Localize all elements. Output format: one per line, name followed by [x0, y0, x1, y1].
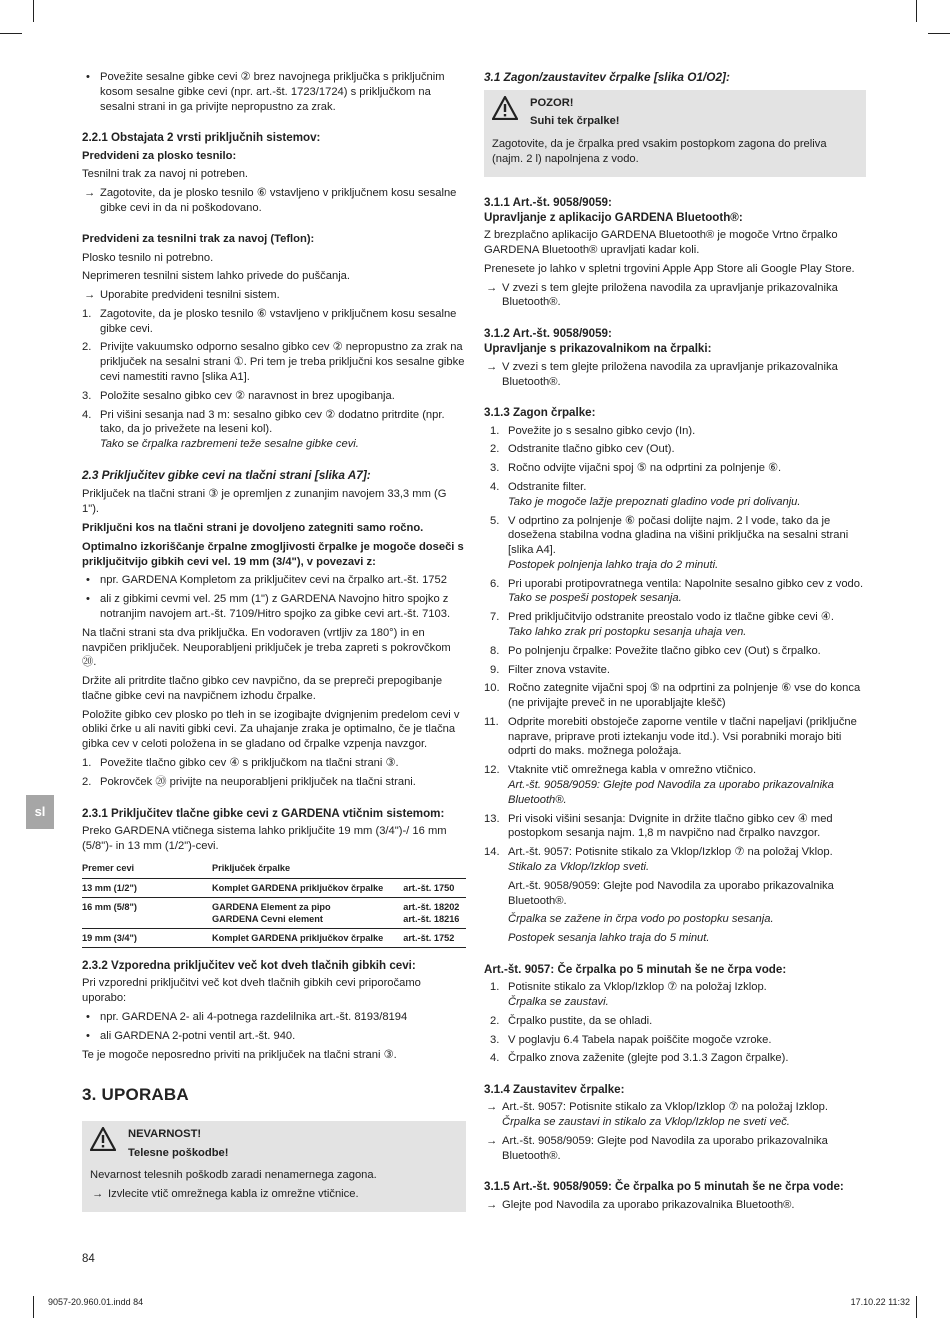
paragraph: Z brezplačno aplikacijo GARDENA Bluetooth® je mogoče Vrtno črpalko GARDENA Bluetooth® upravljati kadar koli. [484, 229, 838, 257]
section-heading: 2.2.1 Obstajata 2 vrsti priključnih sistemov: [82, 131, 321, 145]
list-item: • npr. GARDENA 2- ali 4-potnega razdelilnika art.-št. 8193/8194 [82, 1010, 466, 1025]
notice-subtitle: Suhi tek črpalke! [530, 115, 620, 128]
left-column [82, 70, 466, 1218]
paragraph: Položite gibko cev plosko po tleh in se izogibajte dvignjenim predelom cevi v obliki črke u ali naviti gibki cevi. Za uhajanje zraka je optimalno, če je tlačna gibka cev v celoti položena in se gladano od črpalke vzpenja navzgor. [82, 708, 460, 751]
section-heading: Upravljanje z aplikacijo GARDENA Bluetooth®: [484, 210, 743, 224]
crop-mark [33, 1296, 34, 1318]
list-item-continuation: Postopek sesanja lahko traja do 5 minut. [508, 932, 710, 945]
section-heading: 2.3.2 Vzporedna priključitev več kot dveh tlačnih gibkih cevi: [82, 959, 416, 973]
list-item: 1. Zagotovite, da je plosko tesnilo ⑥ vstavljeno v priključnem kosu sesalne gibke cevi. [82, 307, 457, 335]
table-header: Premer cevi Priključek črpalke [82, 859, 466, 878]
subheading: Predvideni za tesnilni trak za navoj (Teflon): [82, 232, 315, 245]
caution-notice [484, 90, 866, 177]
list-item: 3. Položite sesalno gibko cev ② naravnost in brez upogibanja. [82, 389, 395, 402]
chapter-heading: 3. UPORABA [82, 1085, 189, 1105]
crop-mark [33, 0, 34, 22]
section-heading: 3.1 Zagon/zaustavitev črpalke [slika O1/O2]: [484, 70, 730, 84]
action-item: → V zvezi s tem glejte priložena navodila za upravljanje prikazovalnika Bluetooth®. [484, 281, 866, 311]
list-item: 3. Ročno odvijte vijačni spoj ⑤ na odprtini za polnjenje ⑥. [490, 462, 782, 475]
action-item: → Izvlecite vtič omrežnega kabla iz omrežne vtičnice. [90, 1187, 458, 1202]
list-item: • Povežite sesalne gibke cevi ② brez navojnega priključka s priključnim kosom sesalne gibke cevi (npr. art.-št. 1723/1724) s priključkom na sesalni strani in ga privijte nepropustno za zrak. [82, 70, 466, 114]
list-item: 11. Odprite morebiti obstoječe zaporne ventile v tlačni napeljavi (priključne naprave, pripravе proti iztekanju vode itd.). Vsi porabniki morajo biti odprti do maks. možnega položaja. [484, 715, 857, 758]
section-heading: 2.3.1 Priključitev tlačne gibke cevi z GARDENA vtičnim sistemom: [82, 806, 445, 820]
subheading: Predvideni za plosko tesnilo: [82, 149, 237, 162]
action-item: → V zvezi s tem glejte priložena navodila za upravljanje prikazovalnika Bluetooth®. [484, 360, 866, 390]
paragraph: Preko GARDENA vtičnega sistema lahko priključite 19 mm (3/4")-/ 16 mm (5/8")- in 13 mm (1/2")-cevi. [82, 824, 447, 852]
section-heading: Upravljanje s prikazovalnikom na črpalki: [484, 342, 712, 356]
page-number: 84 [82, 1253, 95, 1265]
list-item-continuation: Črpalka se zažene in črpa vodo po postopku sesanja. [508, 913, 774, 926]
list-item: • npr. GARDENA Kompletom za priključitev cevi na črpalko art.-št. 1752 [82, 573, 466, 588]
list-item: 12. Vtaknite vtič omrežnega kabla v omrežno vtičnico. Art.-št. 9058/9059: Glejte pod Navodila za uporabo prikazovalnika Bluetooth®. [484, 764, 834, 806]
footer-timestamp: 17.10.22 11:32 [850, 1297, 910, 1307]
action-item: → Art.-št. 9058/9059: Glejte pod Navodila za uporabo prikazovalnika Bluetooth®. [484, 1134, 866, 1164]
notice-title: NEVARNOST! [128, 1127, 202, 1140]
list-item: 10. Ročno zategnite vijačni spoj ⑤ na odprtini za polnjenje ⑥ vse do konca (ne privijajte preveč in ne uporabljajte klešč) [484, 682, 861, 710]
paragraph: Držite ali pritrdite tlačno gibko cev navpično, da se prepreči prepogibanje tlačne gibke cevi na navpičnem izhodu črpalke. [82, 675, 443, 702]
action-item: → Glejte pod Navodila za uporabo prikazovalnika Bluetooth®. [484, 1198, 866, 1213]
list-item: 4. Odstranite filter. Tako je mogoče lažje prepoznati gladino vode pri dolivanju. [490, 480, 801, 508]
paragraph: Priključni kos na tlačni strani je dovoljeno zategniti samo ročno. [82, 522, 424, 535]
paragraph: Na tlačni strani sta dva priključka. En vodoraven (vrtljiv za 180°) in en navpičen priključek. Neuporabljeni priključek je treba zapreti s pokrovčkom ⑳. [82, 626, 451, 669]
list-item: 2. Odstranite tlačno gibko cev (Out). [490, 443, 675, 456]
section-heading: 2.3 Priključitev gibke cevi na tlačni strani [slika A7]: [82, 467, 371, 482]
paragraph: Te je mogoče neposredno priviti na priključek na tlačni strani ③. [82, 1048, 397, 1061]
crop-mark [0, 33, 22, 34]
paragraph: Neprimeren tesnilni sistem lahko privede do puščanja. [82, 270, 351, 283]
paragraph: Priključek na tlačni strani ③ je opremljen z zunanjim navojem 33,3 mm (G 1"). [82, 488, 447, 516]
section-heading: 3.1.2 Art.-št. 9058/9059: [484, 327, 612, 341]
danger-notice [82, 1121, 466, 1212]
list-item-continuation: Art.-št. 9058/9059: Glejte pod Navodila za uporabo prikazovalnika Bluetooth®. [508, 879, 834, 907]
language-tab: sl [26, 795, 54, 829]
list-item: 1. Povežite jo s sesalno gibko cevjo (In). [490, 424, 696, 437]
paragraph: Optimalno izkoriščanje črpalne zmogljivosti črpalke je mogoče doseči s priključitvijo gibkih cevi vel. 19 mm (3/4"), v povezavi z: [82, 540, 464, 568]
action-item: → Uporabite predvideni tesnilni sistem. [82, 288, 466, 303]
list-item: 1. Povežite tlačno gibko cev ④ s priključkom na tlačni strani ③. [82, 756, 399, 769]
table-row: 13 mm (1/2") Komplet GARDENA priključkov črpalke art.-št. 1750 [82, 878, 466, 897]
list-item: 4. Črpalko znova zaženite (glejte pod 3.1.3 Zagon črpalke). [490, 1052, 789, 1065]
table-row: 16 mm (5/8") GARDENA Element za pipo GARDENA Cevni element art.-št. 18202 art.-št. 18216 [82, 897, 466, 928]
notice-title: POZOR! [530, 96, 574, 109]
section-heading: 3.1.5 Art.-št. 9058/9059: Če črpalka po 5 minutah še ne črpa vode: [484, 1180, 844, 1194]
crop-mark [916, 0, 917, 22]
paragraph: Tesnilni trak za navoj ni potreben. [82, 168, 249, 181]
list-item: • ali z gibkimi cevmi vel. 25 mm (1") z GARDENA Navojno hitro spojko z notranjim navojem art.-št. 7109/Hitro spojko za gibke cevi art.-št. 7103. [82, 592, 466, 622]
paragraph: Prenesete jo lahko v spletni trgovini Apple App Store ali Google Play Store. [484, 262, 855, 275]
list-item: 9. Filter znova vstavite. [490, 663, 610, 676]
list-item: 2. Pokrovček ⑳ privijte na neuporabljeni priključek na tlačni strani. [82, 775, 416, 788]
table-row: 19 mm (3/4") Komplet GARDENA priključkov črpalke art.-št. 1752 [82, 928, 466, 947]
list-item: 2. Črpalko pustite, da se ohladi. [490, 1014, 653, 1027]
paragraph: Zagotovite, da je črpalka pred vsakim postopkom zagona do preliva (najm. 2 l) napolnjena z vodo. [492, 138, 827, 165]
paragraph: Pri vzporedni priključitvi več kot dveh tlačnih gibkih cevi priporočamo uporabo: [82, 977, 421, 1005]
crop-mark [916, 1296, 917, 1318]
list-item: 3. V poglavju 6.4 Tabela napak poiščite mogoče vzroke. [490, 1033, 772, 1046]
list-item: 8. Po polnjenju črpalke: Povežite tlačno gibko cev (Out) s črpalko. [490, 644, 821, 657]
section-heading: 3.1.4 Zaustavitev črpalke: [484, 1083, 625, 1097]
list-item: 14. Art.-št. 9057: Potisnite stikalo za Vklop/Izklop ⑦ na položaj Vklop. Stikalo za Vklop/Izklop sveti. [484, 846, 833, 873]
list-item: • ali GARDENA 2-potni ventil art.-št. 940. [82, 1029, 466, 1044]
connection-table [82, 859, 466, 948]
crop-mark [928, 33, 950, 34]
section-heading: 3.1.3 Zagon črpalke: [484, 406, 596, 420]
list-item: 7. Pred priključitvijo odstranite preostalo vodo iz tlačne gibke cevi ④. Tako lahko zrak pri postopku sesanja uhaja ven. [490, 611, 834, 639]
list-item: 1. Potisnite stikalo za Vklop/Izklop ⑦ na položaj Izklop. Črpalka se zaustavi. [490, 981, 767, 1008]
list-item: 4. Pri višini sesanja nad 3 m: sesalno gibko cev ② dodatno pritrdite (npr. tako, da jo privežete na leseni kol). Tako se črpalka razbremeni teže sesalne gibke cevi. [82, 408, 445, 451]
warning-triangle-icon [90, 1127, 116, 1151]
section-heading: 3.1.1 Art.-št. 9058/9059: [484, 195, 612, 209]
section-heading: Art.-št. 9057: Če črpalka po 5 minutah še ne črpa vode: [484, 962, 787, 976]
list-item: 6. Pri uporabi protipovratnega ventila: Napolnite sesalno gibko cev z vodo. Tako se pospeši postopek sesanja. [490, 577, 864, 605]
notice-subtitle: Telesne poškodbe! [128, 1146, 229, 1159]
paragraph: Plosko tesnilo ni potrebno. [82, 251, 214, 264]
list-item: 2. Privijte vakuumsko odporno sesalno gibko cev ② nepropustno za zrak na priključek na sesalni strani ①. Pri tem je treba priključni kos sesalne gibke cevi namestiti ravno [slika A1]. [82, 341, 465, 384]
footer-file-info: 9057-20.960.01.indd 84 [48, 1297, 144, 1307]
action-item: → Zagotovite, da je plosko tesnilo ⑥ vstavljeno v priključnem kosu sesalne gibke cevi in da ni poškodovano. [82, 186, 466, 216]
action-item: → Art.-št. 9057: Potisnite stikalo za Vklop/Izklop ⑦ na položaj Izklop. Črpalka se zaustavi in stikalo za Vklop/Izklop ne sveti več. [484, 1100, 866, 1130]
right-column [484, 70, 866, 1217]
list-item: 5. V odprtino za polnjenje ⑥ počasi dolijte najm. 2 l vode, tako da je dosežena stabilna vodna gladina na višini priključka na sesalni strani [slika A4]. Postopek polnjenja lahko traja do 2 minuti. [490, 514, 849, 571]
list-item: 13. Pri visoki višini sesanja: Dvignite in držite tlačno gibko cev ④ med postopkom sesanja najm. 1,8 m navpično nad črpalko navzgor. [484, 812, 833, 840]
paragraph: Nevarnost telesnih poškodb zaradi nenamernega zagona. [90, 1169, 377, 1182]
warning-triangle-icon [492, 96, 518, 120]
